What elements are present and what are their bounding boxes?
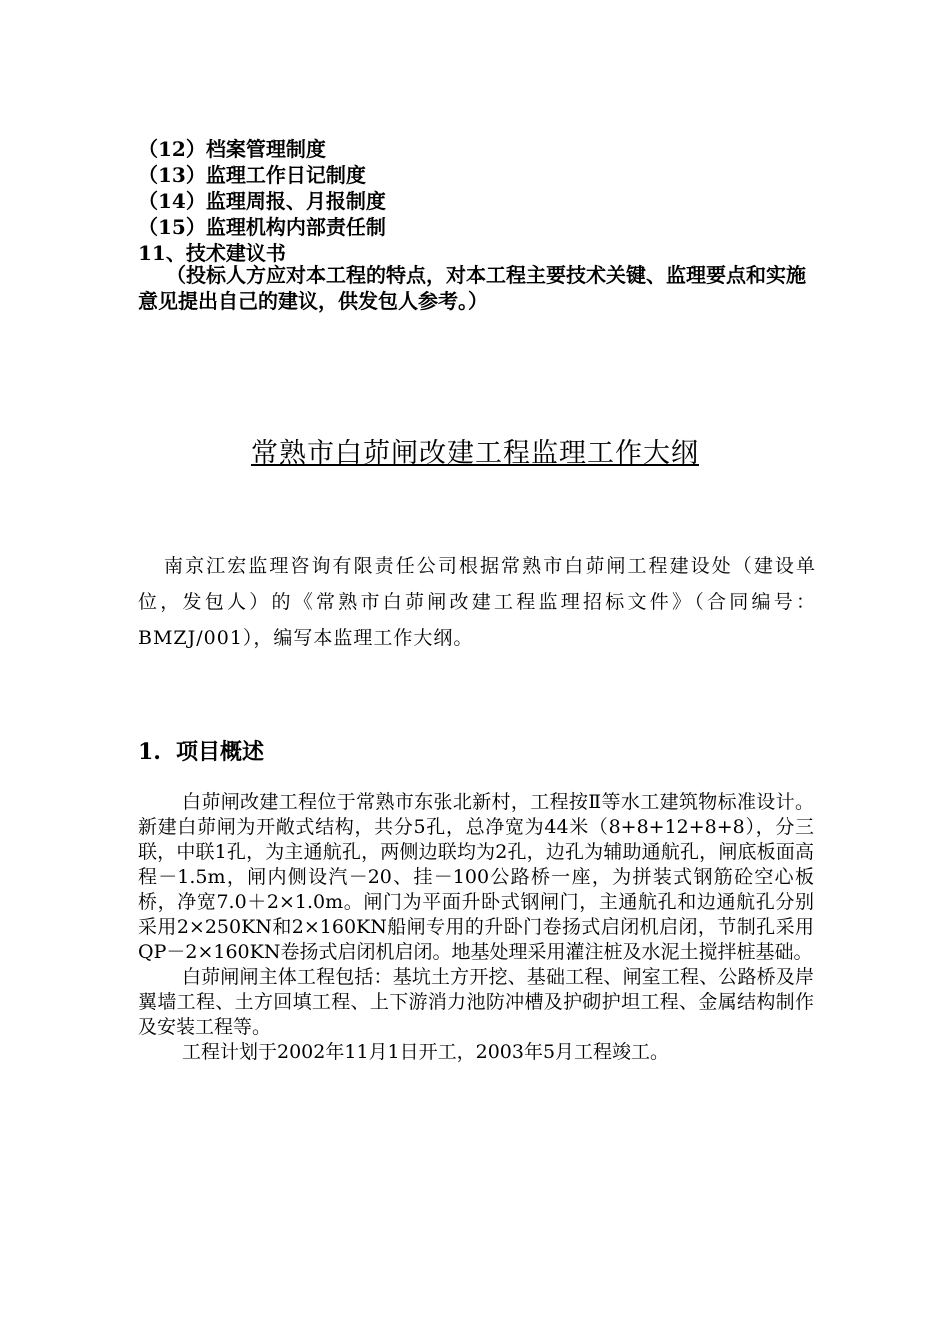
section-heading xyxy=(138,734,264,770)
document-title: 常熟市白茆闸改建工程监理工作大纲 xyxy=(251,438,699,469)
list-item: （15）监理机构内部责任制 xyxy=(138,215,386,239)
body-paragraph: 工程计划于2002年11月1日开工，2003年5月工程竣工。 xyxy=(182,1041,670,1063)
system-list xyxy=(138,136,828,266)
section-title: 项目概述 xyxy=(176,739,265,765)
section-body xyxy=(138,790,814,1065)
list-item: 11、技术建议书 xyxy=(138,241,286,265)
section-number: 1. xyxy=(138,739,161,765)
list-item: （13）监理工作日记制度 xyxy=(138,163,366,187)
bid-note: （投标人方应对本工程的特点，对本工程主要技术关键、监理要点和实施意见提出自己的建议，供发包人参考。） xyxy=(138,263,806,313)
intro-paragraph: 南京江宏监理咨询有限责任公司根据常熟市白茆闸工程建设处（建设单位，发包人）的《常熟市白茆闸改建工程监理招标文件》（合同编号：BMZJ/001），编写本监理工作大纲。 xyxy=(138,555,816,649)
list-item: （14）监理周报、月报制度 xyxy=(138,189,386,213)
body-paragraph: 白茆闸改建工程位于常熟市东张北新村，工程按Ⅱ等水工建筑物标准设计。新建白茆闸为开敞式结构，共分5孔，总净宽为44米（8+8+12+8+8），分三联，中联1孔，为主通航孔，两侧边联均为2孔，边孔为辅助通航孔，闸底板面高程－1.5m，闸内侧设汽－20、挂－100公路桥一座，为拼装式钢筋砼空心板桥，净宽7.0＋2×1.0m。闸门为平面升卧式钢闸门，主通航孔和边通航孔分别采用2×250KN和2×160KN船闸专用的升卧门卷扬式启闭机启闭，节制孔采用QP－2×160KN卷扬式启闭机启闭。地基处理采用灌注桩及水泥土搅拌桩基础。 xyxy=(138,791,814,963)
body-paragraph: 白茆闸闸主体工程包括：基坑土方开挖、基础工程、闸室工程、公路桥及岸翼墙工程、土方回填工程、上下游消力池防冲槽及护砌护坦工程、金属结构制作及安装工程等。 xyxy=(138,966,814,1038)
list-item: （12）档案管理制度 xyxy=(138,137,326,161)
